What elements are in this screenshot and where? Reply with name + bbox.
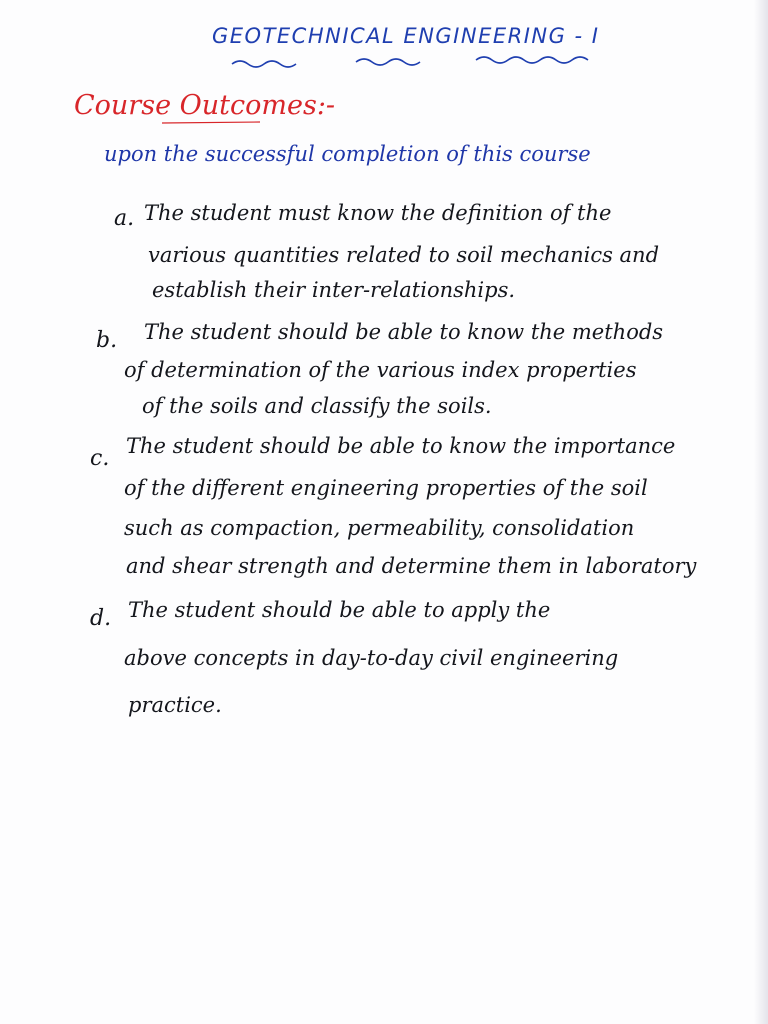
outcome-b-line-3: of the soils and classify the soils.: [142, 394, 492, 418]
outcome-c-line-2: of the different engineering properties of the soil: [124, 476, 648, 500]
outcome-d-line-1: The student should be able to apply the: [128, 598, 551, 622]
outcome-c-line-1: The student should be able to know the importance: [126, 434, 676, 458]
outcome-c-marker: c.: [90, 446, 110, 471]
intro-line: upon the successful completion of this course: [104, 142, 591, 166]
outcome-b-line-1: The student should be able to know the methods: [144, 320, 664, 344]
outcome-d-marker: d.: [90, 606, 112, 631]
outcome-d-line-2: above concepts in day-to-day civil engineering: [124, 646, 619, 670]
heading-underline: [160, 119, 270, 127]
outcome-b-line-2: of determination of the various index properties: [124, 358, 637, 382]
outcome-c-line-3: such as compaction, permeability, consolidation: [124, 516, 635, 540]
outcome-d-line-3: practice.: [128, 693, 222, 717]
outcome-a-line-3: establish their inter-relationships.: [152, 278, 516, 302]
page-edge-shadow: [754, 0, 768, 1024]
outcome-a-line-1: The student must know the definition of the: [144, 201, 612, 225]
outcome-a-line-2: various quantities related to soil mechanics and: [148, 243, 660, 267]
outcome-b-marker: b.: [96, 328, 118, 353]
document-title: GEOTECHNICAL ENGINEERING - I: [212, 24, 600, 48]
outcome-a-marker: a.: [114, 206, 135, 231]
outcome-c-line-4: and shear strength and determine them in laboratory: [126, 554, 697, 578]
course-outcomes-heading: Course Outcomes:-: [74, 90, 336, 121]
title-squiggle-underline: [228, 52, 628, 72]
